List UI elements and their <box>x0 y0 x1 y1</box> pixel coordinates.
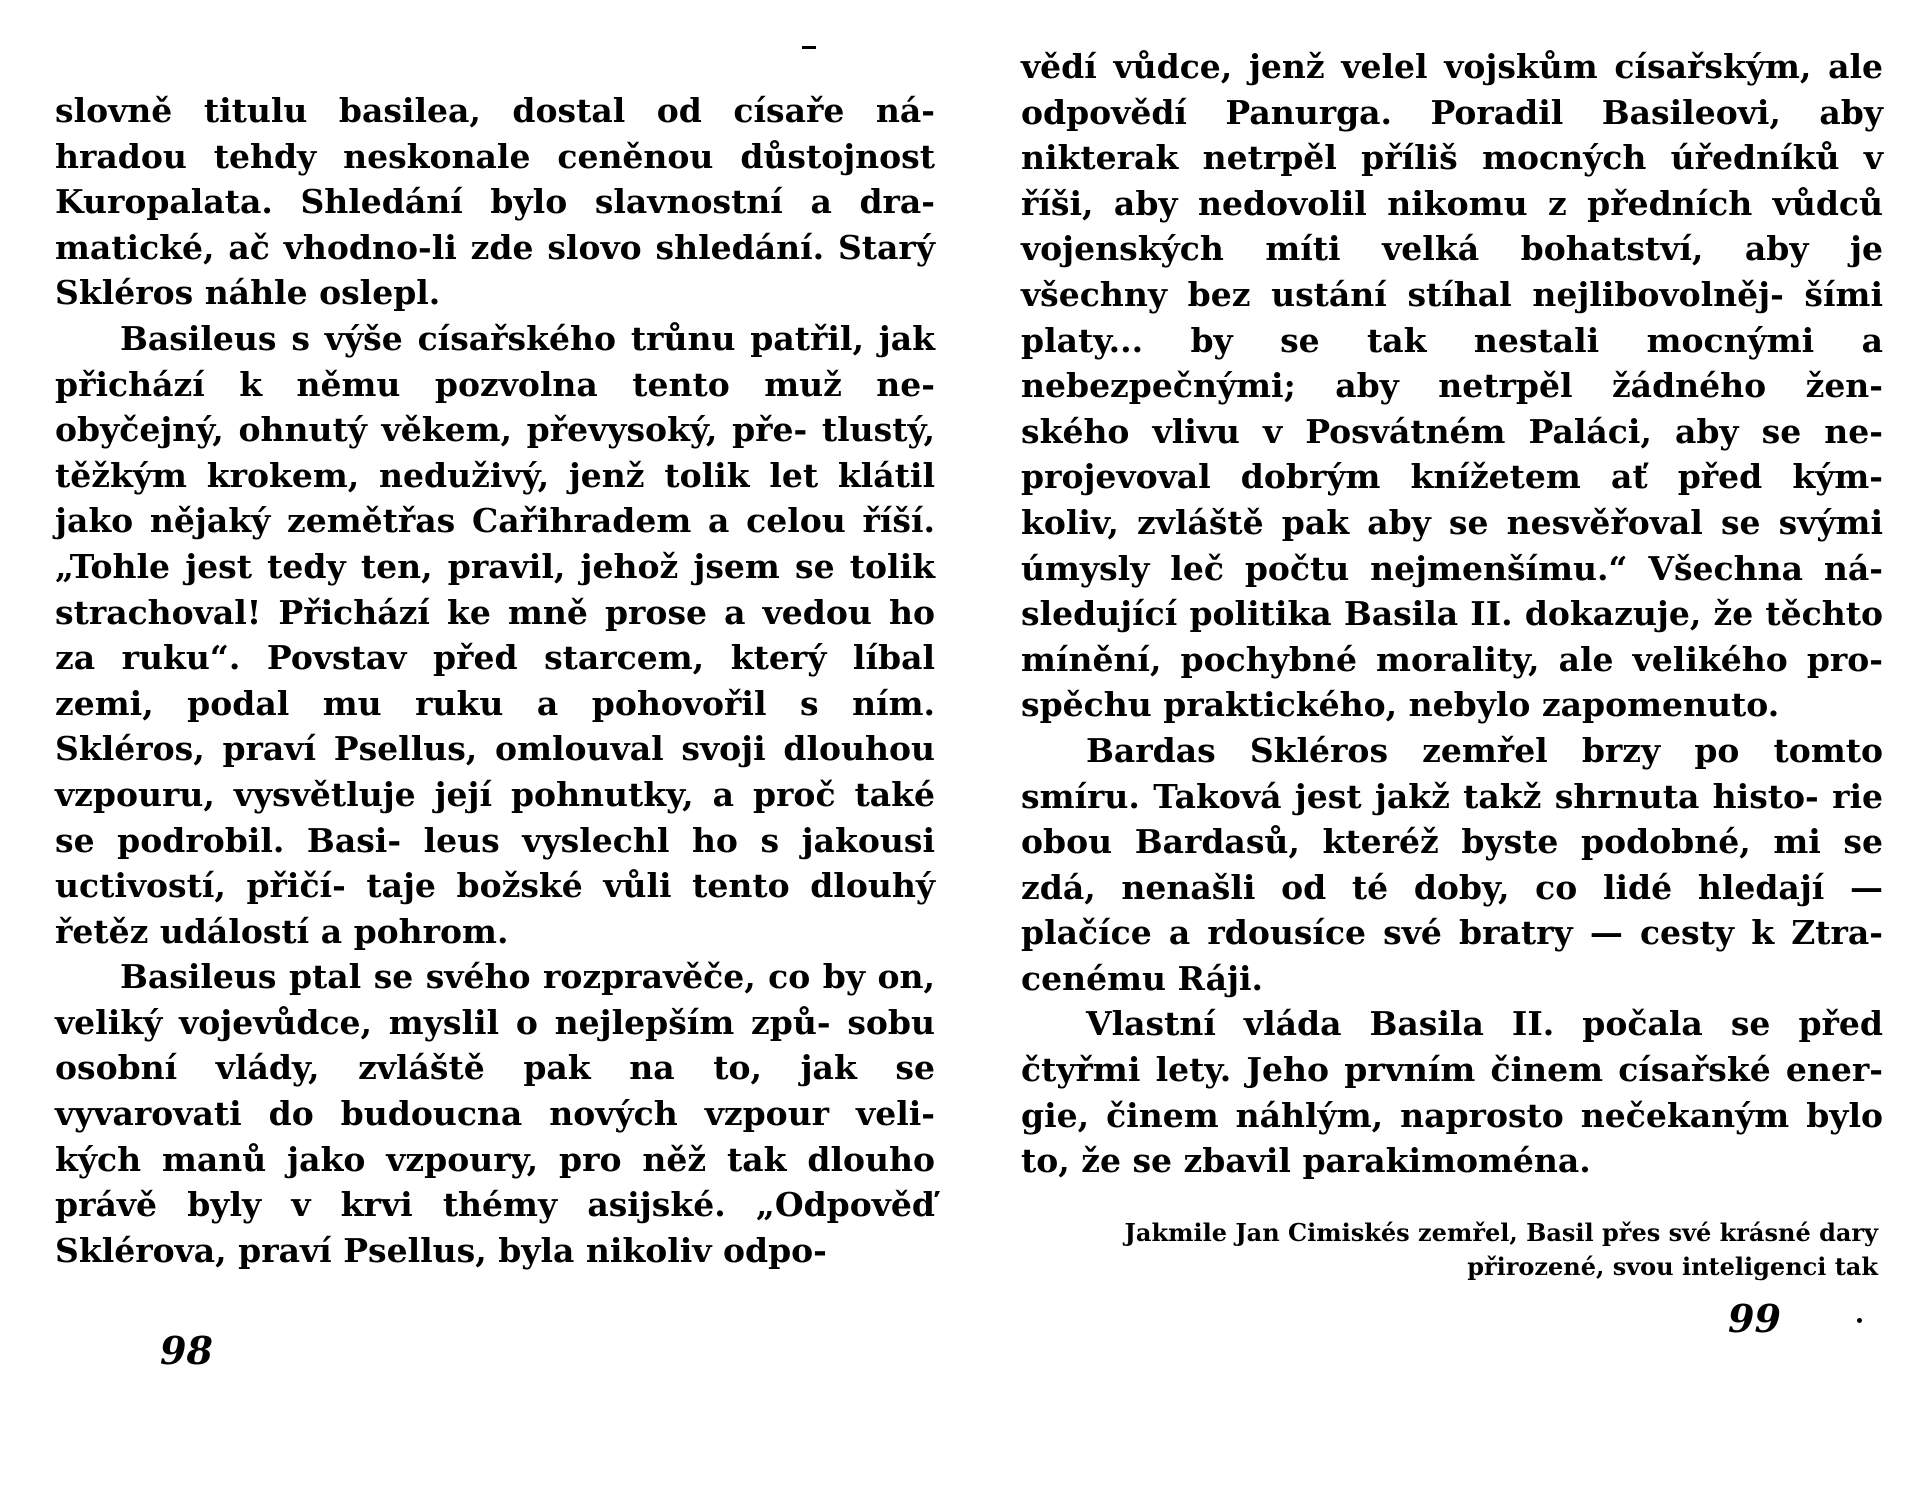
print-speck <box>802 46 816 49</box>
page-number: 99 <box>1728 1296 1781 1341</box>
footnote-text: Jakmile Jan Cimiskés zemřel, Basil přes své krásné dary přirozené, svou inteligenci tak <box>1124 1218 1878 1281</box>
paragraph: slovně titulu basilea, dostal od císaře ná- hradou tehdy neskonale ceněnou důstojnost Kuropalata. Shledání bylo slavnostní a dra- matické, ač vhodno-li zde slovo shledání. Starý Skléros náhle oslepl. <box>55 91 935 313</box>
paragraph: Vlastní vláda Basila II. počala se před čtyřmi lety. Jeho prvním činem císařské ener- gie, činem náhlým, naprosto nečekaným bylo to, že se zbavil parakimoména. <box>1021 1004 1883 1181</box>
left-text-column <box>55 88 935 1273</box>
right-text-column <box>1021 44 1883 1184</box>
page-number: 98 <box>160 1328 213 1373</box>
paragraph: Basileus s výše císařského trůnu patřil, jak přichází k němu pozvolna tento muž ne- obyčejný, ohnutý věkem, převysoký, pře- tlustý, těžkým krokem, neduživý, jenž tolik let klátil jako nějaký zemětřas Cařihradem a celou říší. „Tohle jest tedy ten, pravil, jehož jsem se tolik strachoval! Přichází ke mně prose a vedou ho za ruku“. Povstav před starcem, který líbal zemi, podal mu ruku a pohovořil s ním. Skléros, praví Psellus, omlouval svoji dlouhou vzpouru, vysvětluje její pohnutky, a proč také se podrobil. Basi- leus vyslechl ho s jakousi uctivostí, přičí- taje božské vůli tento dlouhý řetěz událostí a pohrom. <box>55 318 935 951</box>
paragraph: vědí vůdce, jenž velel vojskům císařským, ale odpovědí Panurga. Poradil Basileovi, aby nikterak netrpěl příliš mocných úředníků v říši, aby nedovolil nikomu z předních vůdců vojenských míti velká bohatství, aby je všechny bez ustání stíhal nejlibovolněj- šími platy... by se tak nestali mocnými a nebezpečnými; aby netrpěl žádného žen- ského vlivu v Posvátném Paláci, aby se ne- projevoval dobrým knížetem ať před kým- koliv, zvláště pak aby se nesvěřoval se svými úmysly leč počtu nejmenšímu.“ Všechna ná- sledující politika Basila II. dokazuje, že těchto mínění, pochybné morality, ale velikého pro- spěchu praktického, nebylo zapomenuto. <box>1021 47 1883 725</box>
right-page <box>964 0 1928 1500</box>
paragraph: Bardas Skléros zemřel brzy po tomto smíru. Taková jest jakž takž shrnuta histo- rie obou Bardasů, kteréž byste podobné, mi se zdá, nenašli od té doby, co lidé hledají — plačíce a rdousíce své bratry — cesty k Ztra- cenému Ráji. <box>1021 730 1883 998</box>
print-speck <box>1857 1318 1862 1323</box>
paragraph: Basileus ptal se svého rozpravěče, co by on, veliký vojevůdce, myslil o nejlepším způ- sobu osobní vlády, zvláště pak na to, jak se vyvarovati do budoucna nových vzpour veli- kých manů jako vzpoury, pro něž tak dlouho právě byly v krvi thémy asijské. „Odpověď Sklérova, praví Psellus, byla nikoliv odpo- <box>55 957 935 1270</box>
